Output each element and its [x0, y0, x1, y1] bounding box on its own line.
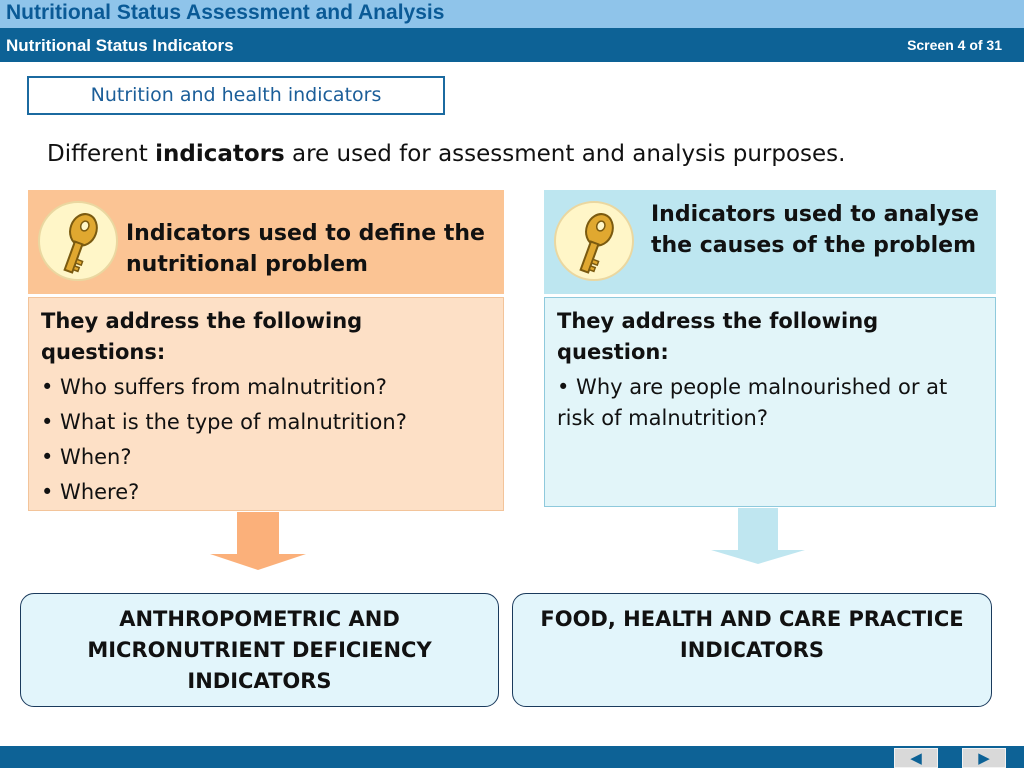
left-panel-body-heading: They address the following questions: [41, 309, 363, 364]
list-item: • Where? [41, 480, 140, 504]
left-panel-body [28, 297, 504, 511]
right-panel-title: Indicators used to analyse the causes of the problem [651, 202, 979, 258]
right-panel-body [544, 297, 996, 507]
course-title: Nutritional Status Assessment and Analysis [6, 1, 445, 24]
left-panel-title: Indicators used to define the nutritional problem [126, 221, 485, 277]
list-item: • Who suffers from malnutrition? [41, 375, 387, 399]
right-panel-body-heading: They address the following question: [557, 309, 879, 364]
down-arrow-icon [711, 508, 805, 564]
anthropometric-indicators-box: ANTHROPOMETRIC AND MICRONUTRIENT DEFICIENCY INDICATORS [20, 593, 499, 707]
list-item: • Why are people malnourished or at risk of malnutrition? [557, 375, 948, 430]
list-item: • What is the type of malnutrition? [41, 410, 407, 434]
previous-screen-button[interactable] [894, 748, 938, 768]
right-panel-header [544, 190, 996, 294]
triangle-left-icon: ◀ [910, 749, 922, 767]
list-item: • When? [41, 445, 132, 469]
key-icon [38, 201, 118, 281]
triangle-right-icon: ▶ [978, 749, 990, 767]
course-title-bar [0, 0, 1024, 28]
down-arrow-icon [210, 512, 306, 570]
food-health-care-indicators-box: FOOD, HEALTH AND CARE PRACTICE INDICATORS [512, 593, 992, 707]
screen-counter: Screen 4 of 31 [907, 37, 1002, 53]
intro-text [47, 141, 845, 167]
left-panel-header [28, 190, 504, 294]
footer-bar [0, 746, 1024, 768]
intro-text-end: are used for assessment and analysis purposes. [284, 141, 846, 167]
topic-label: Nutrition and health indicators [27, 76, 445, 115]
section-bar [0, 28, 1024, 62]
intro-text-start: Different [47, 141, 156, 167]
key-icon [554, 201, 634, 281]
section-title: Nutritional Status Indicators [6, 36, 234, 55]
next-screen-button[interactable] [962, 748, 1006, 768]
intro-text-bold: indicators [155, 141, 285, 167]
